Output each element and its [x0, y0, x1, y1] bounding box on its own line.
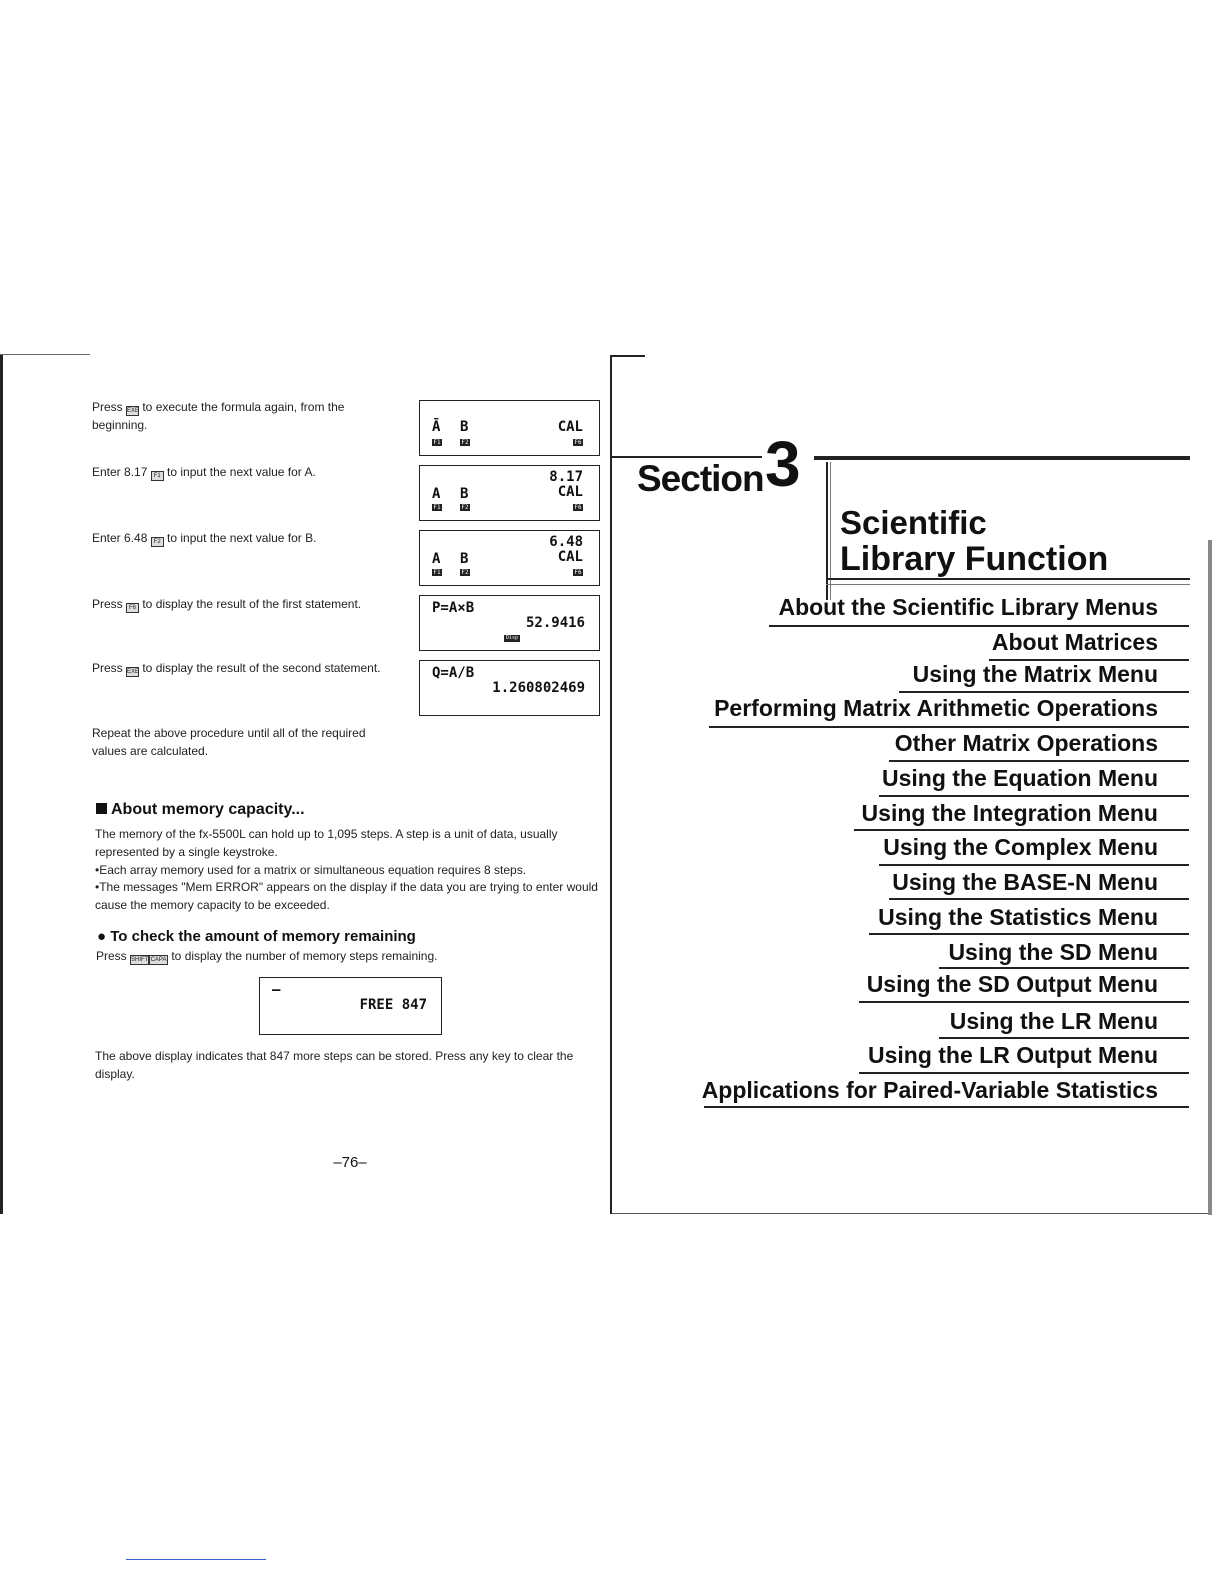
lcd-var-b: B — [460, 486, 469, 502]
f1-key-icon: F1 — [433, 569, 441, 576]
f2-key-icon: F2 — [461, 504, 469, 511]
section-number: 3 — [765, 428, 801, 500]
lcd-expression: Q=A/B — [432, 665, 475, 681]
title-box-bottom-outer — [826, 584, 1190, 585]
lcd-var-a: Ā — [432, 419, 441, 435]
toc-underline — [939, 1037, 1189, 1039]
f1-key-icon: F1 — [433, 504, 441, 511]
f2-key-icon: F2 — [461, 569, 469, 576]
toc-item-base-n-menu: Using the BASE-N Menu — [892, 869, 1158, 895]
lcd-value: 52.9416 — [525, 615, 585, 631]
toc-underline — [769, 625, 1189, 627]
toc-underline — [854, 829, 1189, 831]
toc-item-equation-menu: Using the Equation Menu — [882, 765, 1158, 791]
lcd-cal: CAL — [557, 549, 583, 565]
toc-item-statistics-menu: Using the Statistics Menu — [878, 904, 1158, 930]
free-memory-display — [259, 977, 442, 1035]
lcd-cal: CAL — [557, 484, 583, 500]
toc-underline — [939, 967, 1189, 969]
step-text-3: Enter 6.48 F2 to input the next value for B. — [92, 531, 317, 545]
repeat-note: Repeat the above procedure until all of the required values are calculated. — [92, 726, 366, 758]
toc-item-integration-menu: Using the Integration Menu — [861, 800, 1158, 826]
bottom-link-line — [126, 1559, 266, 1560]
lcd-var-b: B — [460, 419, 469, 435]
exe-key-icon: EXE — [127, 669, 140, 675]
toc-underline — [869, 933, 1189, 935]
toc-item-about-matrices: About Matrices — [991, 629, 1158, 655]
final-paragraph: The above display indicates that 847 more steps can be stored. Press any key to clear the display. — [95, 1049, 574, 1081]
toc-underline — [889, 898, 1189, 900]
toc-underline — [899, 691, 1189, 693]
memory-heading: About memory capacity... — [96, 801, 305, 819]
toc-item-matrix-menu: Using the Matrix Menu — [912, 661, 1158, 687]
lcd-value: 1.260802469 — [492, 680, 585, 696]
lcd-var-a: A — [432, 551, 441, 567]
step-text-5: Press EXE to display the result of the second statement. — [92, 661, 381, 675]
step-text-2: Enter 8.17 F1 to input the next value for A. — [92, 465, 316, 479]
lcd-display-2 — [419, 465, 600, 521]
memory-paragraph: The memory of the fx-5500L can hold up to 1,095 steps. A step is a unit of data, usually represented by a single keystroke. — [95, 827, 558, 859]
lcd-display-3 — [419, 530, 600, 586]
lcd-cursor: – — [272, 982, 281, 998]
toc-item-paired-variable-statistics: Applications for Paired-Variable Statistics — [701, 1077, 1158, 1103]
center-gutter — [610, 356, 612, 1214]
toc-item-other-matrix-operations: Other Matrix Operations — [894, 730, 1158, 756]
lcd-display-4 — [419, 595, 600, 651]
f2-key-icon: F2 — [461, 439, 469, 446]
toc-underline — [709, 726, 1189, 728]
toc-item-complex-menu: Using the Complex Menu — [883, 834, 1158, 860]
lcd-value: 8.17 — [549, 469, 583, 485]
chapter-title-line1: Scientific — [840, 504, 987, 541]
title-box-bottom — [826, 578, 1190, 580]
shift-key-icon: SHIFT — [131, 957, 149, 963]
exe-key-icon: EXE — [127, 408, 140, 414]
f1-key-icon: F1 — [151, 471, 164, 481]
toc-item-lr-output-menu: Using the LR Output Menu — [867, 1042, 1158, 1068]
lcd-expression: P=A×B — [432, 600, 475, 616]
lcd-free-text: FREE 847 — [359, 997, 427, 1013]
f6-key-icon: F6 — [574, 439, 582, 446]
toc-item-sd-menu: Using the SD Menu — [948, 939, 1158, 965]
capa-key-icon: CAPA — [150, 957, 167, 963]
lcd-var-b: B — [460, 551, 469, 567]
section-underline-left — [612, 456, 762, 458]
toc-underline — [704, 1106, 1189, 1108]
step-text-4: Press F6 to display the result of the first statement. — [92, 597, 362, 611]
page-number: –76– — [333, 1154, 367, 1171]
toc-underline — [859, 1072, 1189, 1074]
check-instruction: Press SHIFT CAPA to display the number of memory steps remaining. — [96, 949, 438, 963]
lcd-cal: CAL — [557, 419, 583, 435]
f6-key-icon: F6 — [574, 504, 582, 511]
toc-underline — [879, 795, 1189, 797]
right-bottom-edge — [612, 1213, 1212, 1214]
check-heading: ● To check the amount of memory remaining — [97, 928, 416, 945]
f2-key-icon: F2 — [151, 537, 164, 547]
toc-item-matrix-arithmetic: Performing Matrix Arithmetic Operations — [714, 695, 1158, 721]
left-top-edge — [0, 354, 90, 355]
chapter-title-line2: Library Function — [840, 540, 1109, 578]
lcd-var-a: A — [432, 486, 441, 502]
f6-key-icon: F6 — [126, 603, 139, 613]
toc-underline — [889, 760, 1189, 762]
toc-underline — [859, 1001, 1189, 1003]
section-label: Section — [637, 458, 764, 499]
memory-bullet-2: •The messages "Mem ERROR" appears on the display if the data you are trying to enter would cause the memory capacity to be exceeded. — [95, 880, 598, 912]
f6-key-icon: F6 — [574, 569, 582, 576]
center-top-mark — [610, 355, 645, 357]
disp-indicator-icon: Disp — [505, 635, 519, 641]
step-text-1: Press EXE to execute the formula again, from the beginning. — [92, 400, 345, 432]
f1-key-icon: F1 — [433, 439, 441, 446]
toc-item-lr-menu: Using the LR Menu — [949, 1008, 1158, 1034]
round-bullet-icon: ● — [97, 928, 111, 945]
lcd-value: 6.48 — [549, 534, 583, 550]
right-page-edge — [1208, 540, 1212, 1215]
toc-underline — [879, 864, 1189, 866]
toc-item-sd-output-menu: Using the SD Output Menu — [866, 971, 1158, 997]
lcd-display-1 — [419, 400, 600, 456]
toc-item-scientific-library-menus: About the Scientific Library Menus — [778, 594, 1158, 620]
left-page-edge — [0, 354, 3, 1214]
square-bullet-icon — [96, 803, 107, 814]
section-header-bar — [814, 456, 1190, 460]
lcd-display-5 — [419, 660, 600, 716]
memory-bullet-1: •Each array memory used for a matrix or simultaneous equation requires 8 steps. — [95, 863, 527, 877]
